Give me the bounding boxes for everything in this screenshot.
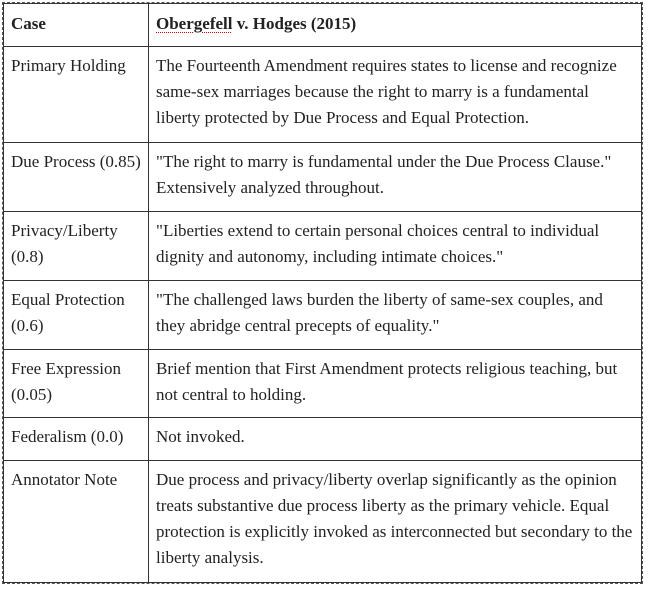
row-label: Federalism (0.0) <box>4 418 149 460</box>
row-label: Annotator Note <box>4 460 149 582</box>
table-row <box>4 418 642 460</box>
header-row <box>4 4 642 47</box>
row-label: Due Process (0.85) <box>4 142 149 211</box>
table-row <box>4 280 642 349</box>
table <box>3 3 642 583</box>
table-row <box>4 211 642 280</box>
table-row <box>4 142 642 211</box>
case-name-rest: v. Hodges (2015) <box>232 14 357 33</box>
header-case-name <box>149 4 642 47</box>
row-value: "The challenged laws burden the liberty of same-sex couples, and they abridge central precepts of equality." <box>149 280 642 349</box>
row-value: Due process and privacy/liberty overlap significantly as the opinion treats substantive due process liberty as the primary vehicle. Equal protection is explicitly invoked as interconnected but secondary to the liberty analysis. <box>149 460 642 582</box>
row-value: Not invoked. <box>149 418 642 460</box>
table-row <box>4 349 642 418</box>
row-value: "Liberties extend to certain personal choices central to individual dignity and autonomy, including intimate choices." <box>149 211 642 280</box>
case-analysis-table <box>2 2 643 584</box>
row-value: Brief mention that First Amendment protects religious teaching, but not central to holding. <box>149 349 642 418</box>
table-row <box>4 47 642 143</box>
case-name-underlined: Obergefell <box>156 14 233 33</box>
row-label: Primary Holding <box>4 47 149 143</box>
row-value: The Fourteenth Amendment requires states to license and recognize same-sex marriages because the right to marry is a fundamental liberty protected by Due Process and Equal Protection. <box>149 47 642 143</box>
table-row <box>4 460 642 582</box>
header-case-label: Case <box>4 4 149 47</box>
row-value: "The right to marry is fundamental under the Due Process Clause." Extensively analyzed throughout. <box>149 142 642 211</box>
row-label: Free Expression (0.05) <box>4 349 149 418</box>
row-label: Privacy/Liberty (0.8) <box>4 211 149 280</box>
row-label: Equal Protection (0.6) <box>4 280 149 349</box>
